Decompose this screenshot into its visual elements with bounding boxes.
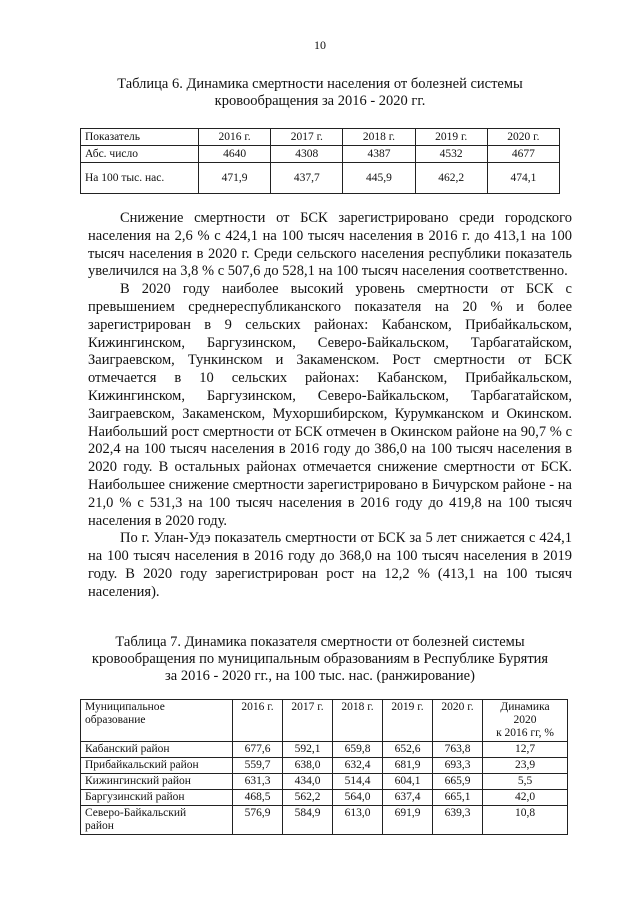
table-cell: 631,3 xyxy=(233,774,283,790)
table-cell: 677,6 xyxy=(233,742,283,758)
table-cell: 562,2 xyxy=(283,790,333,806)
table-row xyxy=(81,790,568,806)
table-row xyxy=(81,163,560,194)
row-label: Кижингинский район xyxy=(81,774,233,790)
row-label: Абс. число xyxy=(81,146,199,163)
row-label: Баргузинский район xyxy=(81,790,233,806)
table-header-cell: 2019 г. xyxy=(415,129,487,146)
table-cell: 691,9 xyxy=(383,806,433,835)
table-cell: 445,9 xyxy=(343,163,415,194)
table7-caption-line: Таблица 7. Динамика показателя смертности от болезней системы xyxy=(115,634,525,650)
table-header-cell: 2017 г. xyxy=(271,129,343,146)
table-row xyxy=(81,146,560,163)
header-text: Динамика xyxy=(500,701,550,713)
table-cell: 564,0 xyxy=(333,790,383,806)
table7-caption xyxy=(0,634,640,685)
header-text: образование xyxy=(85,714,146,726)
table-cell: 665,9 xyxy=(433,774,483,790)
table-cell: 559,7 xyxy=(233,758,283,774)
paragraph: По г. Улан-Удэ показатель смертности от БСК за 5 лет снижается с 424,1 на 100 тысяч населения в 2016 году до 368,0 на 100 тысяч населения в 2019 году. В 2020 году зарегистрирован рост на 12,2 % (413,1 на 100 тысяч населения). xyxy=(88,530,572,600)
table-cell: 637,4 xyxy=(383,790,433,806)
table-header-cell: 2018 г. xyxy=(343,129,415,146)
table-cell: 514,4 xyxy=(333,774,383,790)
header-year: 2016 г. xyxy=(233,700,283,742)
table-cell: 576,9 xyxy=(233,806,283,835)
header-dynamics xyxy=(483,700,568,742)
table-cell: 42,0 xyxy=(483,790,568,806)
table-header-row xyxy=(81,700,568,742)
header-year: 2018 г. xyxy=(333,700,383,742)
table-cell: 4640 xyxy=(199,146,271,163)
header-mo xyxy=(81,700,233,742)
table-cell: 584,9 xyxy=(283,806,333,835)
table-cell: 665,1 xyxy=(433,790,483,806)
table-cell: 4308 xyxy=(271,146,343,163)
table-cell: 462,2 xyxy=(415,163,487,194)
table-header-row xyxy=(81,129,560,146)
table-cell: 659,8 xyxy=(333,742,383,758)
header-year: 2019 г. xyxy=(383,700,433,742)
body-text xyxy=(88,210,572,602)
table-header-cell: 2016 г. xyxy=(199,129,271,146)
header-text: к 2016 гг, % xyxy=(496,727,554,739)
table-cell: 693,3 xyxy=(433,758,483,774)
table-cell: 4677 xyxy=(487,146,559,163)
table6-caption xyxy=(0,76,640,110)
header-text: 2020 xyxy=(513,714,537,726)
row-label: На 100 тыс. нас. xyxy=(81,163,199,194)
table-row xyxy=(81,806,568,835)
table-cell: 4532 xyxy=(415,146,487,163)
table7-caption-line: за 2016 - 2020 гг., на 100 тыс. нас. (ранжирование) xyxy=(165,668,475,684)
table-cell: 652,6 xyxy=(383,742,433,758)
table7-caption-line: кровообращения по муниципальным образованиям в Республике Бурятия xyxy=(91,651,549,667)
table-cell: 5,5 xyxy=(483,774,568,790)
row-label-line: Северо-Байкальский xyxy=(85,807,187,819)
table-cell: 632,4 xyxy=(333,758,383,774)
table-cell: 474,1 xyxy=(487,163,559,194)
table-cell: 434,0 xyxy=(283,774,333,790)
row-label xyxy=(81,806,233,835)
table-cell: 763,8 xyxy=(433,742,483,758)
table-cell: 12,7 xyxy=(483,742,568,758)
row-label-line: район xyxy=(85,820,114,832)
table-cell: 638,0 xyxy=(283,758,333,774)
table-cell: 10,8 xyxy=(483,806,568,835)
table-cell: 4387 xyxy=(343,146,415,163)
table6-caption-line: кровообращения за 2016 - 2020 гг. xyxy=(214,93,426,109)
table-cell: 639,3 xyxy=(433,806,483,835)
paragraph: Снижение смертности от БСК зарегистрировано среди городского населения на 2,6 % с 424,1 на 100 тысяч населения в 2016 г. до 413,1 на 100 тысяч населения в 2020 г. Среди сельского населения республики показатель увеличился на 3,8 % с 507,6 до 528,1 на 100 тысяч населения соответственно. xyxy=(88,210,572,280)
page-number: 10 xyxy=(314,38,326,52)
table-cell: 604,1 xyxy=(383,774,433,790)
table-row xyxy=(81,742,568,758)
table-cell: 437,7 xyxy=(271,163,343,194)
table7 xyxy=(80,699,568,835)
table-cell: 468,5 xyxy=(233,790,283,806)
table6-caption-line: Таблица 6. Динамика смертности населения от болезней системы xyxy=(117,76,523,92)
paragraph: В 2020 году наиболее высокий уровень смертности от БСК с превышением среднереспубликанского показателя на 20 % и более зарегистрирован в 9 сельских районах: Кабанском, Прибайкальском, Кижингинском, Баргузинском, Северо-Байкальском, Тарбагатайском, Заиграевском, Тункинском и Закаменском. Рост смертности от БСК отмечается в 10 сельских районах: Кабанском, Прибайкальском, Кижингинском, Баргузинском, Северо-Байкальском, Тарбагатайском, Заиграевском, Закаменском, Мухоршибирском, Курумканском и Окинском. Наибольший рост смертности от БСК отмечен в Окинском районе на 90,7 % с 202,4 на 100 тысяч населения в 2016 году до 386,0 на 100 тысяч населения в 2020 году. В остальных районах отмечается снижение смертности от БСК. Наибольшее снижение смертности зарегистрировано в Бичурском районе - на 21,0 % с 531,3 на 100 тысяч населения в 2016 году до 419,8 на 100 тысяч населения в 2020 году. xyxy=(88,281,572,529)
table-cell: 613,0 xyxy=(333,806,383,835)
table-header-cell: Показатель xyxy=(81,129,199,146)
table-cell: 471,9 xyxy=(199,163,271,194)
table-row xyxy=(81,774,568,790)
table6 xyxy=(80,128,560,194)
header-text: Муниципальное xyxy=(85,701,165,713)
header-year: 2017 г. xyxy=(283,700,333,742)
header-year: 2020 г. xyxy=(433,700,483,742)
table-cell: 23,9 xyxy=(483,758,568,774)
row-label: Прибайкальский район xyxy=(81,758,233,774)
table-row xyxy=(81,758,568,774)
table-cell: 592,1 xyxy=(283,742,333,758)
table-cell: 681,9 xyxy=(383,758,433,774)
row-label: Кабанский район xyxy=(81,742,233,758)
table-header-cell: 2020 г. xyxy=(487,129,559,146)
